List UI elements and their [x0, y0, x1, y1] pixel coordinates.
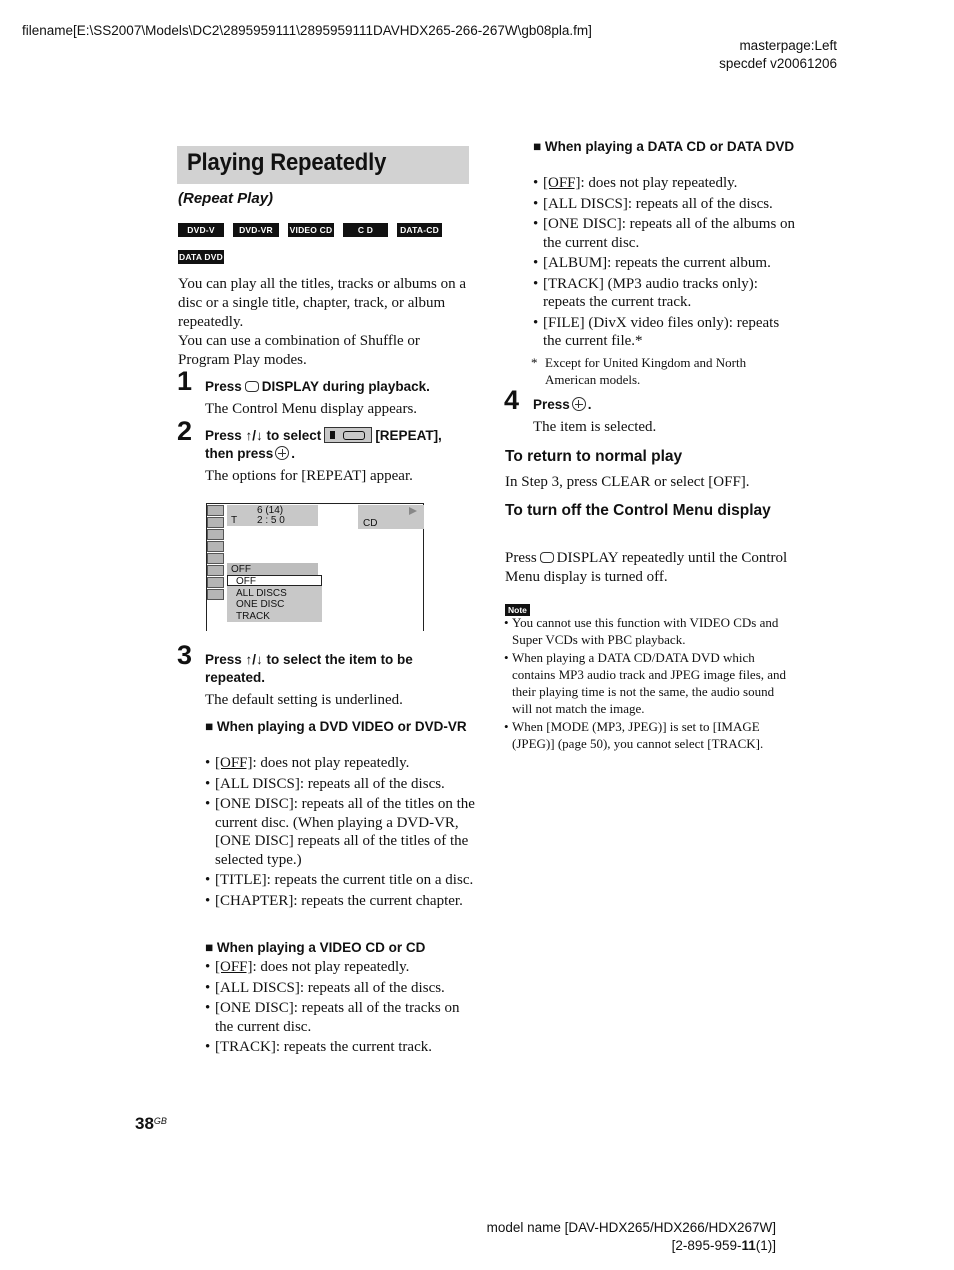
osd-option[interactable]: ONE DISC: [236, 599, 285, 610]
repeat-menu-icon: [324, 427, 372, 443]
step-1-number: 1: [177, 366, 193, 396]
step-3-number: 3: [177, 640, 193, 670]
note-list: [504, 614, 796, 753]
list-item: [205, 892, 475, 911]
osd-menu-cell: [207, 529, 224, 540]
footer-code-c: (1)]: [755, 1238, 776, 1253]
vcd-section-heading: ■ When playing a VIDEO CD or CD: [205, 940, 426, 955]
step-2-desc: The options for [REPEAT] appear.: [205, 468, 413, 484]
list-item: [533, 314, 801, 351]
option-text: [CHAPTER]: repeats the current chapter.: [215, 892, 463, 909]
intro-text-2: You can use a combination of Shuffle or Program Play modes.: [178, 333, 420, 368]
osd-menu-cell: [207, 565, 224, 576]
step-1-title: [205, 378, 475, 396]
step-2-number: 2: [177, 416, 193, 446]
step-2-title-d: .: [291, 446, 296, 461]
step-3-title: Press ↑/↓ to select the item to be repeated.: [205, 652, 413, 685]
option-text: : does not play repeatedly.: [252, 755, 410, 771]
option-text: [ALL DISCS]: repeats all of the discs.: [543, 195, 773, 212]
step-2-title: [205, 427, 480, 463]
data-options-list: [533, 174, 801, 353]
list-item: [533, 195, 801, 214]
return-normal-text: In Step 3, press CLEAR or select [OFF].: [505, 474, 750, 490]
footer-code-b: 11: [741, 1238, 756, 1253]
option-text: [ALL DISCS]: repeats all of the discs.: [215, 775, 445, 792]
footnote-text: Except for United Kingdom and North American models.: [545, 355, 747, 387]
footer-code: [672, 1237, 776, 1255]
page-number-value: 38: [135, 1114, 154, 1133]
option-default: [OFF]: [215, 959, 253, 975]
step-4-desc: The item is selected.: [533, 419, 657, 435]
option-text: [TITLE]: repeats the current title on a disc.: [215, 872, 474, 888]
option-text: : does not play repeatedly.: [252, 959, 410, 975]
list-item: [205, 795, 475, 869]
step-4-title: [533, 396, 592, 414]
footnote-mark: *: [531, 355, 538, 370]
turn-off-text-b: DISPLAY repeatedly until the Control Menu display is turned off.: [505, 550, 788, 585]
list-item: [205, 871, 475, 890]
osd-time: 2 : 5 0: [257, 515, 285, 526]
option-text: [FILE] (DivX video files only): repeats the current file.*: [543, 314, 780, 349]
header-filename: filename[E:\SS2007\Models\DC2\2895959111\2895959111DAVHDX265-266-267W\gb08pla.fm]: [22, 23, 592, 38]
osd-option[interactable]: OFF: [236, 576, 256, 587]
list-item: [205, 754, 475, 773]
badge-cd: C D: [343, 223, 388, 237]
osd-menu-cell: [207, 589, 224, 600]
osd-menu-cell: [207, 517, 224, 528]
step-3-desc: The default setting is underlined.: [205, 692, 403, 708]
return-normal-heading: To return to normal play: [505, 448, 683, 465]
badge-dvd-v: DVD-V: [178, 223, 224, 237]
list-item: [205, 775, 475, 794]
option-text: : does not play repeatedly.: [580, 175, 738, 191]
option-default: [OFF]: [215, 755, 253, 771]
control-menu-display: [206, 503, 424, 631]
display-button-icon: [245, 381, 259, 392]
play-icon: [409, 507, 417, 515]
list-item: [205, 999, 475, 1036]
vcd-options-list: [205, 958, 475, 1059]
intro-paragraph: [178, 275, 470, 370]
badge-data-cd: DATA-CD: [397, 223, 442, 237]
enter-button-icon: [572, 397, 586, 411]
option-text: [ONE DISC]: repeats all of the albums on the current disc.: [543, 216, 796, 251]
option-text: [ONE DISC]: repeats all of the tracks on the current disc.: [215, 1000, 460, 1035]
dvd-section-heading: ■ When playing a DVD VIDEO or DVD-VR: [205, 719, 467, 734]
list-item: • When [MODE (MP3, JPEG)] is set to [IMAGE (JPEG)] (page 50), you cannot select [TRACK].: [504, 718, 796, 752]
step-4-title-b: .: [587, 397, 592, 412]
list-item: [533, 215, 801, 252]
step-2-title-a: Press ↑/↓ to select: [205, 428, 322, 443]
list-item: • When playing a DATA CD/DATA DVD which contains MP3 audio track and JPEG image files, and their playing time is not the same, the audio sound will not match the image.: [504, 649, 796, 717]
step-4-number: 4: [504, 385, 520, 415]
badge-video-cd: VIDEO CD: [289, 225, 333, 235]
osd-menu-cell: [207, 553, 224, 564]
osd-menu-cell: [207, 541, 224, 552]
list-item: [205, 958, 475, 977]
osd-menu-cell: [207, 505, 224, 516]
dvd-options-list: [205, 754, 475, 912]
step-2-title-b: [REPEAT],: [375, 428, 442, 443]
step-4-title-a: Press: [533, 397, 570, 412]
enter-button-icon: [275, 446, 289, 460]
step-1-title-a: Press: [205, 379, 242, 394]
list-item: [533, 254, 801, 273]
step-1-desc: The Control Menu display appears.: [205, 401, 418, 417]
page-number: [135, 1114, 167, 1134]
title-bar: [177, 146, 469, 184]
header-specdef: specdef v20061206: [719, 56, 837, 71]
header-masterpage: masterpage:Left: [739, 38, 837, 53]
osd-media: CD: [363, 518, 378, 529]
footer-code-a: [2-895-959-: [671, 1238, 742, 1253]
osd-menu-cell: [207, 577, 224, 588]
list-item: [533, 275, 801, 312]
osd-t-label: T: [231, 515, 238, 526]
option-text: [ALL DISCS]: repeats all of the discs.: [215, 979, 445, 996]
osd-option[interactable]: TRACK: [236, 611, 270, 622]
option-text: [TRACK]: repeats the current track.: [215, 1039, 432, 1055]
list-item: [205, 979, 475, 998]
osd-option[interactable]: ALL DISCS: [236, 588, 287, 599]
page-title: Playing Repeatedly: [187, 149, 387, 176]
page-number-suffix: GB: [153, 1116, 167, 1126]
option-default: [OFF]: [543, 175, 581, 191]
display-button-icon: [540, 552, 554, 563]
step-1-title-b: DISPLAY during playback.: [261, 379, 430, 394]
step-2-title-c: then press: [205, 446, 274, 461]
list-item: [533, 174, 801, 193]
footer-model: model name [DAV-HDX265/HDX266/HDX267W]: [486, 1220, 776, 1235]
option-text: [ONE DISC]: repeats all of the titles on the current disc. (When playing a DVD-VR, [ONE DISC] repeats all of the titles of the selected type.): [215, 796, 475, 868]
page-subtitle: (Repeat Play): [178, 190, 274, 207]
turn-off-text: [505, 549, 800, 587]
turn-off-heading: To turn off the Control Menu display: [505, 502, 771, 519]
list-item: [205, 1038, 475, 1057]
list-item: • You cannot use this function with VIDEO CDs and Super VCDs with PBC playback.: [504, 614, 796, 648]
turn-off-text-a: Press: [505, 550, 537, 566]
intro-text-1: You can play all the titles, tracks or albums on a disc or a single title, chapter, track, or album repeatedly.: [178, 276, 467, 330]
data-section-heading: ■ When playing a DATA CD or DATA DVD: [533, 139, 795, 154]
option-text: [ALBUM]: repeats the current album.: [543, 255, 771, 271]
badge-dvd-vr: DVD-VR: [233, 223, 279, 237]
option-text: [TRACK] (MP3 audio tracks only): repeats the current track.: [543, 275, 758, 310]
note-badge: Note: [505, 604, 530, 616]
osd-counter: 6 (14): [257, 505, 284, 516]
osd-selected-value: OFF: [231, 564, 251, 575]
badge-data-dvd: DATA DVD: [179, 252, 223, 262]
